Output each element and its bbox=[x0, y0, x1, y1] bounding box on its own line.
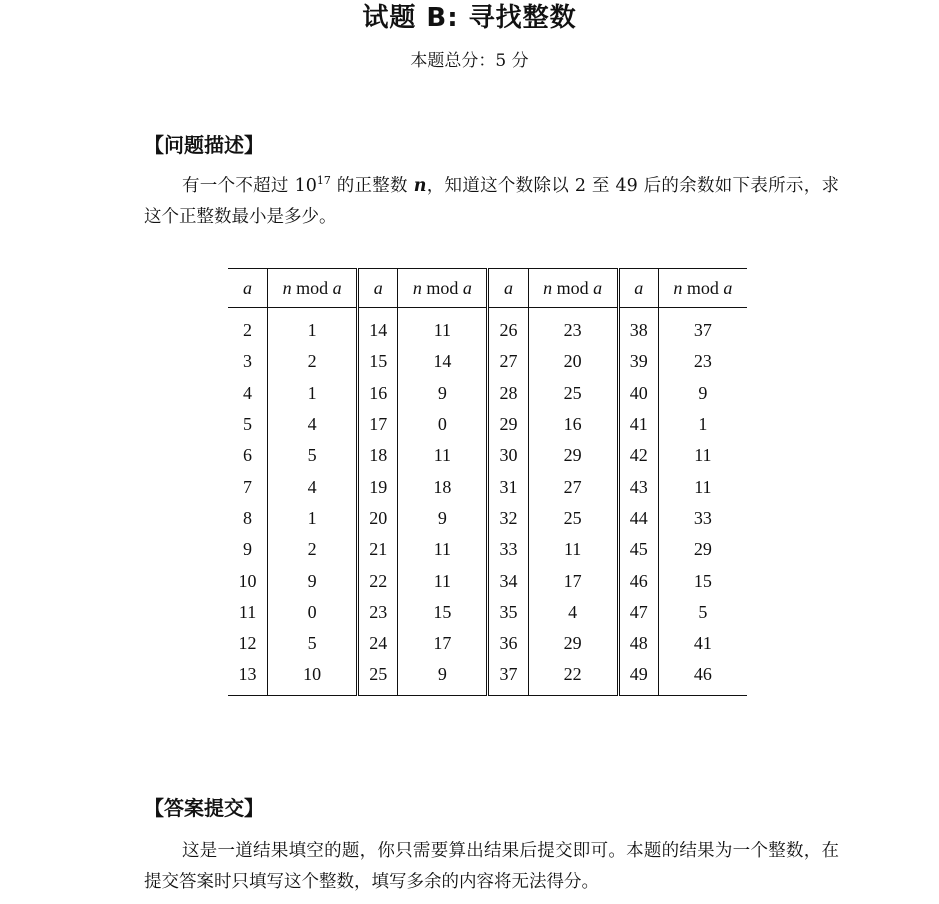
remainder-cell: 16 bbox=[528, 409, 618, 440]
remainder-cell: 11 bbox=[694, 445, 712, 466]
divisor-cell: 31 bbox=[488, 471, 528, 502]
divisor-cell: 13 bbox=[228, 659, 268, 695]
answer-paragraph: 这是一道结果填空的题，你只需要算出结果后提交即可。本题的结果为一个整数，在提交答案时只填写这个整数，填写多余的内容将无法得分。 bbox=[144, 841, 839, 892]
table-row bbox=[228, 346, 747, 377]
divisor-cell: 23 bbox=[358, 597, 398, 628]
divisor-cell: 30 bbox=[488, 440, 528, 471]
remainder-cell: 1 bbox=[698, 414, 708, 435]
divisor-cell: 35 bbox=[488, 597, 528, 628]
remainder-cell: 15 bbox=[693, 570, 712, 591]
divisor-cell: 33 bbox=[488, 534, 528, 565]
table-row bbox=[228, 659, 747, 695]
divisor-cell: 16 bbox=[358, 378, 398, 409]
remainder-cell: 11 bbox=[528, 534, 618, 565]
divisor-cell: 11 bbox=[228, 597, 268, 628]
divisor-cell: 41 bbox=[618, 409, 658, 440]
remainder-cell: 18 bbox=[398, 471, 488, 502]
header-mod-2: n mod a bbox=[398, 269, 488, 308]
answer-heading: 【答案提交】 bbox=[144, 796, 264, 820]
divisor-cell: 47 bbox=[618, 597, 658, 628]
description-text-mid: 的正整数 bbox=[330, 176, 414, 196]
remainder-cell: 2 bbox=[268, 346, 358, 377]
divisor-cell: 36 bbox=[488, 628, 528, 659]
divisor-cell: 9 bbox=[228, 534, 268, 565]
remainder-cell: 23 bbox=[528, 308, 618, 347]
table-row bbox=[228, 534, 747, 565]
description-text-after: ，知道这个数除以 2 至 49 后的余数如下表所示，求这个正整数最小是多少。 bbox=[144, 176, 839, 227]
remainder-cell: 27 bbox=[528, 471, 618, 502]
header-a-3: a bbox=[488, 269, 528, 308]
description-paragraph bbox=[144, 171, 839, 233]
divisor-cell: 45 bbox=[618, 534, 658, 565]
remainder-cell: 25 bbox=[528, 503, 618, 534]
remainder-cell: 1 bbox=[268, 503, 358, 534]
divisor-cell: 18 bbox=[358, 440, 398, 471]
divisor-cell: 8 bbox=[228, 503, 268, 534]
divisor-cell: 10 bbox=[228, 565, 268, 596]
score-line: 本题总分：5 分 bbox=[410, 51, 529, 71]
divisor-cell: 34 bbox=[488, 565, 528, 596]
remainder-cell: 29 bbox=[528, 628, 618, 659]
remainder-cell: 11 bbox=[398, 565, 488, 596]
remainder-cell: 4 bbox=[268, 471, 358, 502]
header-mod-3: n mod a bbox=[528, 269, 618, 308]
remainder-cell: 0 bbox=[268, 597, 358, 628]
description-heading: 【问题描述】 bbox=[144, 133, 264, 157]
remainder-cell: 17 bbox=[398, 628, 488, 659]
remainder-cell: 20 bbox=[528, 346, 618, 377]
remainder-cell: 37 bbox=[693, 320, 712, 341]
divisor-cell: 21 bbox=[358, 534, 398, 565]
table-row bbox=[228, 471, 747, 502]
header-a-2: a bbox=[358, 269, 398, 308]
remainder-cell: 14 bbox=[398, 346, 488, 377]
remainder-cell: 29 bbox=[693, 539, 712, 560]
divisor-cell: 48 bbox=[618, 628, 658, 659]
remainder-cell: 4 bbox=[268, 409, 358, 440]
divisor-cell: 40 bbox=[618, 378, 658, 409]
divisor-cell: 15 bbox=[358, 346, 398, 377]
remainder-cell: 2 bbox=[268, 534, 358, 565]
remainder-cell: 11 bbox=[398, 440, 488, 471]
header-mod-4: n mod a bbox=[658, 269, 747, 308]
divisor-cell: 7 bbox=[228, 471, 268, 502]
remainder-cell: 23 bbox=[693, 351, 712, 372]
remainder-cell: 33 bbox=[693, 507, 712, 528]
table-body bbox=[228, 308, 747, 696]
table-row bbox=[228, 440, 747, 471]
remainder-cell: 11 bbox=[398, 534, 488, 565]
table-header-row bbox=[228, 269, 747, 308]
divisor-cell: 39 bbox=[618, 346, 658, 377]
header-a-1: a bbox=[228, 269, 268, 308]
divisor-cell: 38 bbox=[618, 308, 658, 347]
remainder-cell: 15 bbox=[398, 597, 488, 628]
divisor-cell: 37 bbox=[488, 659, 528, 695]
header-a-4: a bbox=[618, 269, 658, 308]
divisor-cell: 12 bbox=[228, 628, 268, 659]
divisor-cell: 19 bbox=[358, 471, 398, 502]
divisor-cell: 4 bbox=[228, 378, 268, 409]
remainder-cell: 9 bbox=[398, 659, 488, 695]
divisor-cell: 6 bbox=[228, 440, 268, 471]
divisor-cell: 28 bbox=[488, 378, 528, 409]
remainder-cell: 41 bbox=[693, 633, 712, 654]
remainder-cell: 46 bbox=[693, 664, 712, 685]
divisor-cell: 17 bbox=[358, 409, 398, 440]
table-row bbox=[228, 597, 747, 628]
remainder-cell: 9 bbox=[398, 503, 488, 534]
remainder-cell: 5 bbox=[268, 628, 358, 659]
divisor-cell: 44 bbox=[618, 503, 658, 534]
remainder-cell: 10 bbox=[268, 659, 358, 695]
remainder-cell: 1 bbox=[268, 378, 358, 409]
exponent: 17 bbox=[316, 174, 331, 188]
table-row bbox=[228, 409, 747, 440]
remainder-cell: 11 bbox=[398, 308, 488, 347]
remainder-cell: 17 bbox=[528, 565, 618, 596]
divisor-cell: 42 bbox=[618, 440, 658, 471]
divisor-cell: 26 bbox=[488, 308, 528, 347]
remainder-cell: 5 bbox=[268, 440, 358, 471]
divisor-cell: 27 bbox=[488, 346, 528, 377]
remainder-cell: 5 bbox=[698, 601, 708, 622]
divisor-cell: 2 bbox=[228, 308, 268, 347]
divisor-cell: 49 bbox=[618, 659, 658, 695]
divisor-cell: 22 bbox=[358, 565, 398, 596]
divisor-cell: 32 bbox=[488, 503, 528, 534]
remainder-cell: 1 bbox=[268, 308, 358, 347]
remainder-cell: 25 bbox=[528, 378, 618, 409]
problem-title: 试题 B: 寻找整数 bbox=[362, 3, 577, 33]
divisor-cell: 3 bbox=[228, 346, 268, 377]
remainder-cell: 22 bbox=[528, 659, 618, 695]
var-n: n bbox=[413, 176, 427, 196]
header-mod-1: n mod a bbox=[268, 269, 358, 308]
remainder-cell: 29 bbox=[528, 440, 618, 471]
divisor-cell: 25 bbox=[358, 659, 398, 695]
remainder-cell: 9 bbox=[698, 382, 708, 403]
divisor-cell: 46 bbox=[618, 565, 658, 596]
divisor-cell: 24 bbox=[358, 628, 398, 659]
description-text-before: 有一个不超过 10 bbox=[182, 176, 317, 196]
remainder-cell: 9 bbox=[398, 378, 488, 409]
table-row bbox=[228, 565, 747, 596]
divisor-cell: 29 bbox=[488, 409, 528, 440]
remainder-cell: 9 bbox=[268, 565, 358, 596]
table-row bbox=[228, 503, 747, 534]
table-row bbox=[228, 628, 747, 659]
remainder-cell: 0 bbox=[398, 409, 488, 440]
table-row bbox=[228, 308, 747, 347]
divisor-cell: 5 bbox=[228, 409, 268, 440]
remainder-table bbox=[228, 268, 747, 696]
divisor-cell: 14 bbox=[358, 308, 398, 347]
remainder-cell: 4 bbox=[528, 597, 618, 628]
table-row bbox=[228, 378, 747, 409]
remainder-cell: 11 bbox=[694, 476, 712, 497]
divisor-cell: 20 bbox=[358, 503, 398, 534]
divisor-cell: 43 bbox=[618, 471, 658, 502]
